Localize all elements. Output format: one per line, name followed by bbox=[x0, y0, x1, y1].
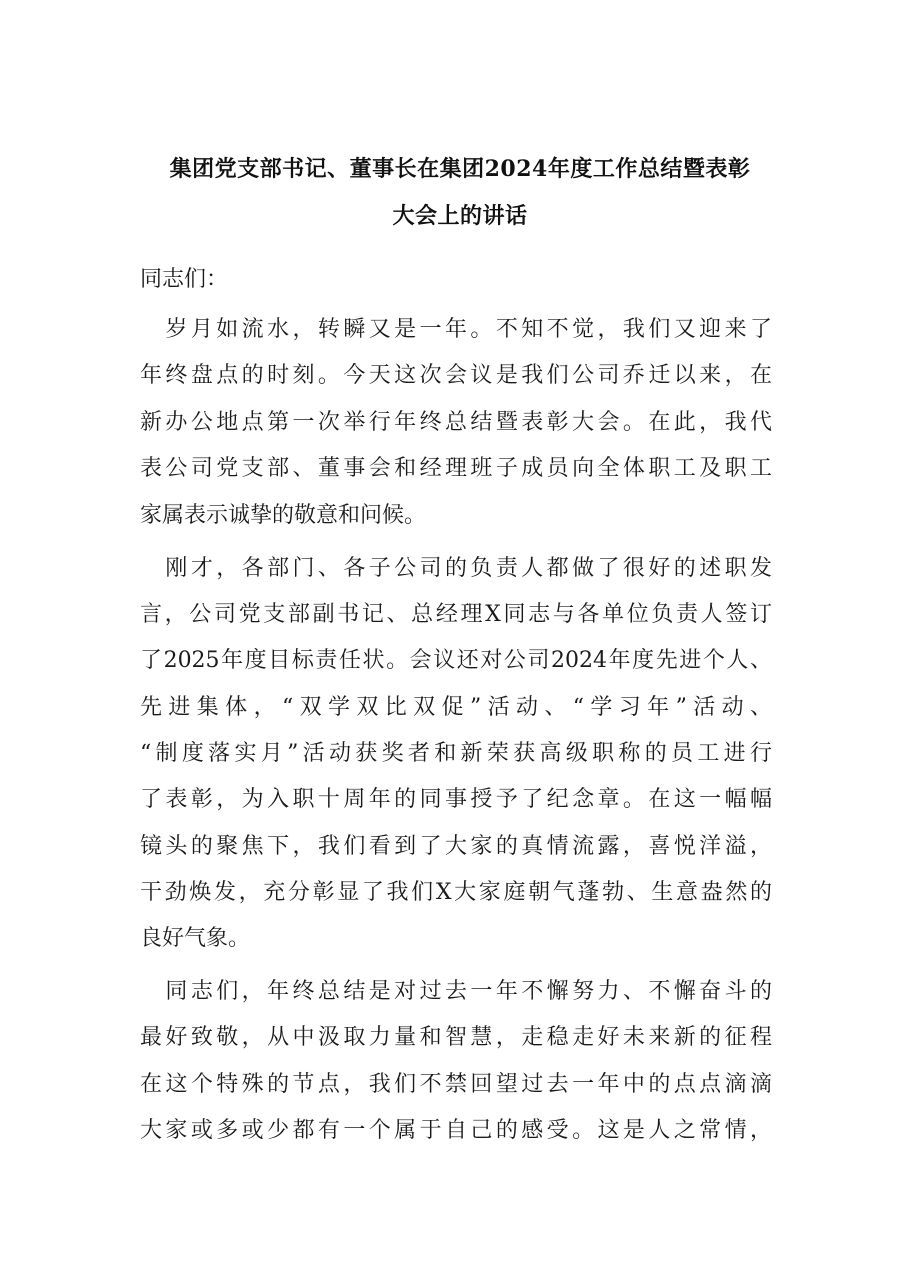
body-line: 岁月如流水，转瞬又是一年。不知不觉，我们又迎来了 bbox=[140, 317, 772, 342]
body-line: 年终盘点的时刻。今天这次会议是我们公司乔迁以来，在 bbox=[140, 363, 772, 388]
body-line: 在这个特殊的节点，我们不禁回望过去一年中的点点滴滴 bbox=[140, 1072, 772, 1097]
body-line: 大家或多或少都有一个属于自己的感受。这是人之常情， bbox=[140, 1118, 772, 1143]
document-title-line-2: 大会上的讲话 bbox=[392, 203, 528, 229]
body-line: 同志们，年终总结是对过去一年不懈努力、不懈奋斗的 bbox=[140, 979, 772, 1004]
body-line: 先进集体，“双学双比双促”活动、“学习年”活动、 bbox=[140, 695, 772, 720]
body-line: 了2025年度目标责任状。会议还对公司2024年度先进个人、 bbox=[140, 648, 772, 673]
body-line: 镜头的聚焦下，我们看到了大家的真情流露，喜悦洋溢， bbox=[140, 834, 772, 859]
body-line: 良好气象。 bbox=[140, 926, 251, 951]
body-line: 干劲焕发，充分彰显了我们X大家庭朝气蓬勃、生意盎然的 bbox=[140, 880, 772, 905]
body-line: “制度落实月”活动获奖者和新荣获高级职称的员工进行 bbox=[140, 741, 772, 766]
body-line: 言，公司党支部副书记、总经理X同志与各单位负责人签订 bbox=[140, 602, 772, 627]
body-line: 家属表示诚挚的敬意和问候。 bbox=[140, 503, 427, 528]
salutation: 同志们： bbox=[140, 267, 229, 292]
document-title-line-1: 集团党支部书记、董事长在集团2024年度工作总结暨表彰 bbox=[169, 156, 751, 182]
body-line: 表公司党支部、董事会和经理班子成员向全体职工及职工 bbox=[140, 456, 772, 481]
body-line: 新办公地点第一次举行年终总结暨表彰大会。在此，我代 bbox=[140, 410, 772, 435]
body-line: 最好致敬，从中汲取力量和智慧，走稳走好未来新的征程 bbox=[140, 1025, 772, 1050]
body-line: 刚才，各部门、各子公司的负责人都做了很好的述职发 bbox=[140, 556, 772, 581]
body-line: 了表彰，为入职十周年的同事授予了纪念章。在这一幅幅 bbox=[140, 787, 772, 812]
